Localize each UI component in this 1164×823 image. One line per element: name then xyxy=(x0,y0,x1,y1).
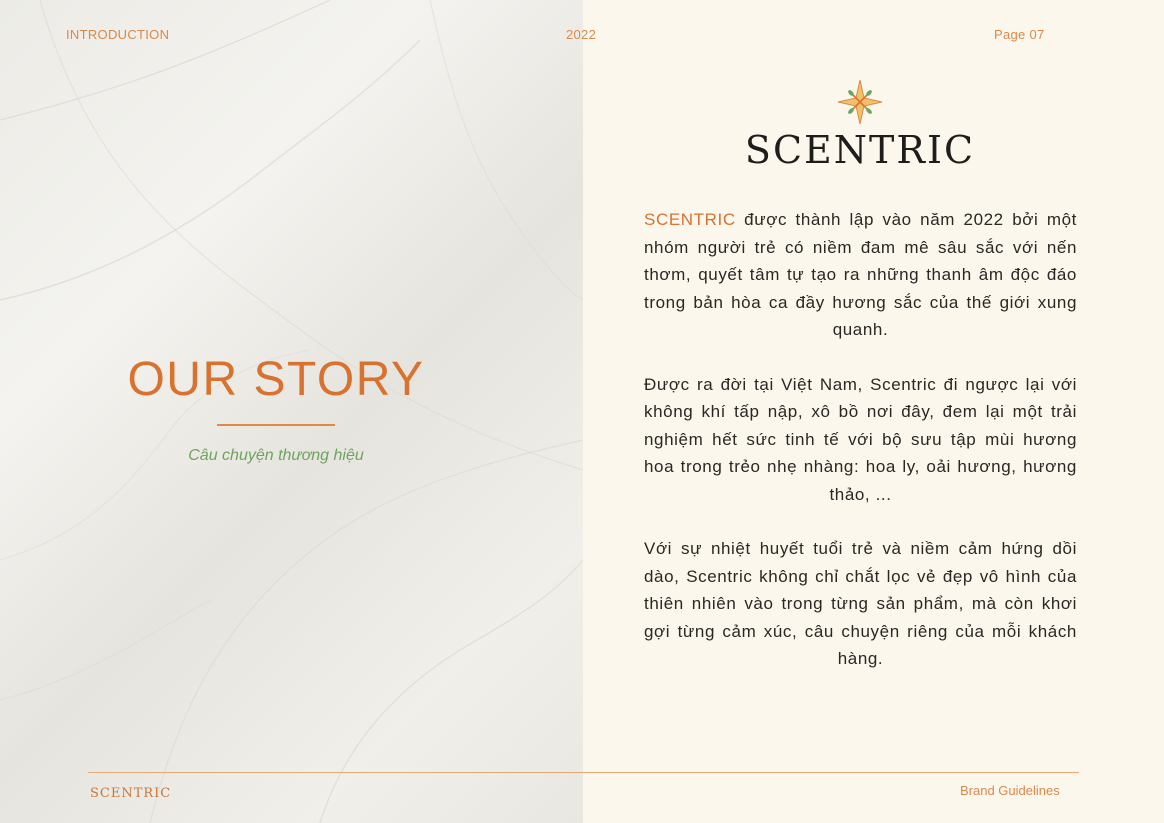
footer-divider xyxy=(88,772,1079,773)
footer-label: Brand Guidelines xyxy=(960,783,1060,798)
story-paragraph-1 xyxy=(644,206,1077,344)
title-divider xyxy=(217,424,335,426)
header-page-number: Page 07 xyxy=(994,27,1045,42)
header-year: 2022 xyxy=(566,27,597,42)
header-section-label: INTRODUCTION xyxy=(66,27,170,42)
brand-name-highlight: SCENTRIC xyxy=(644,210,736,229)
story-body xyxy=(644,206,1077,700)
footer-logo: SCENTRIC xyxy=(90,786,172,801)
story-paragraph-3: Với sự nhiệt huyết tuổi trẻ và niềm cảm hứng dồi dào, Scentric không chỉ chắt lọc vẻ đẹp vô hình của thiên nhiên vào trong từng sản phẩm, mà còn khơi gợi từng cảm xúc, câu chuyện riêng của mỗi khách hàng. xyxy=(644,539,1077,668)
story-paragraph-2: Được ra đời tại Việt Nam, Scentric đi ngược lại với không khí tấp nập, xô bồ nơi đây, đem lại một trải nghiệm hết sức tinh tế với bộ sưu tập mùi hương hoa trong trẻo nhẹ nhàng: hoa ly, oải hương, hương thảo, ... xyxy=(644,374,1077,504)
section-subtitle: Câu chuyện thương hiệu xyxy=(188,447,364,464)
star-flower-icon xyxy=(837,79,883,125)
section-title: OUR STORY xyxy=(127,353,425,406)
brand-logo-text: SCENTRIC xyxy=(744,128,976,172)
paragraph-1-text: được thành lập vào năm 2022 bởi một nhóm người trẻ có niềm đam mê sâu sắc với nến thơm, quyết tâm tự tạo ra những thanh âm độc đáo trong bản hòa ca đầy hương sắc của thế giới xung quanh. xyxy=(644,210,1077,339)
